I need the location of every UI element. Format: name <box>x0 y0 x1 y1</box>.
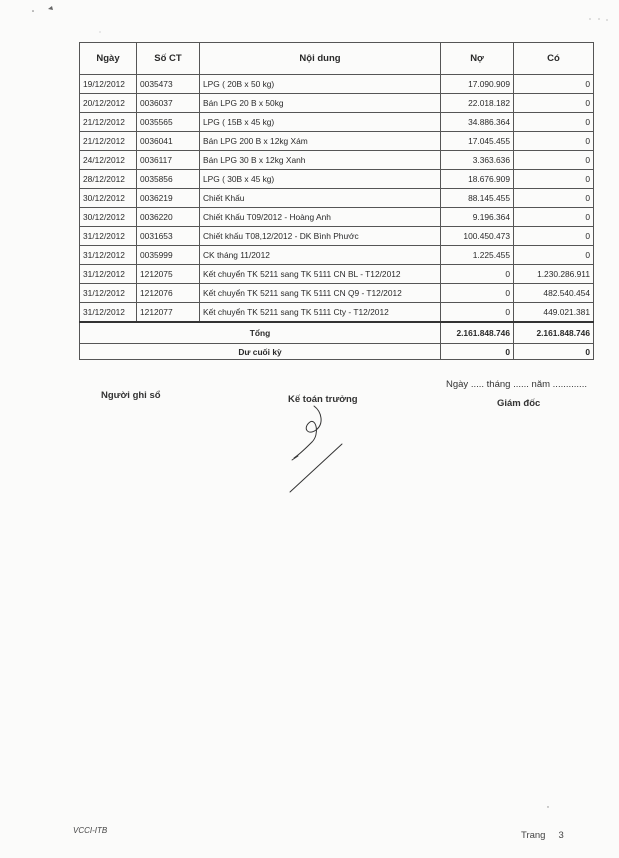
page-label: Trang <box>521 830 546 841</box>
closing-balance-credit: 0 <box>514 344 594 360</box>
cell-date: 20/12/2012 <box>80 94 137 113</box>
cell-date: 31/12/2012 <box>80 227 137 246</box>
handwritten-signature <box>280 400 360 500</box>
cell-doc-no: 0035473 <box>137 75 200 94</box>
footer-source-label: VCCI-ITB <box>73 826 108 835</box>
cell-credit: 0 <box>514 94 594 113</box>
table-row <box>80 227 594 246</box>
cell-debit: 9.196.364 <box>441 208 514 227</box>
cell-date: 21/12/2012 <box>80 132 137 151</box>
closing-balance-label: Dư cuối kỳ <box>80 344 441 360</box>
cell-credit: 0 <box>514 132 594 151</box>
cell-doc-no: 0036037 <box>137 94 200 113</box>
total-debit: 2.161.848.746 <box>441 322 514 344</box>
cell-doc-no: 1212077 <box>137 303 200 323</box>
table-row <box>80 246 594 265</box>
cell-description: Kết chuyển TK 5211 sang TK 5111 Cty - T12/2012 <box>200 303 441 323</box>
cell-doc-no: 0035565 <box>137 113 200 132</box>
table-row <box>80 265 594 284</box>
cell-debit: 17.090.909 <box>441 75 514 94</box>
cell-debit: 0 <box>441 265 514 284</box>
table-row <box>80 170 594 189</box>
cell-credit: 0 <box>514 189 594 208</box>
date-line: Ngày ..... tháng ...... năm ............. <box>446 379 587 390</box>
cell-debit: 3.363.636 <box>441 151 514 170</box>
chief-accountant-signature-label: Kế toán trưởng <box>288 394 358 405</box>
cell-credit: 0 <box>514 246 594 265</box>
cell-credit: 0 <box>514 208 594 227</box>
cell-date: 24/12/2012 <box>80 151 137 170</box>
col-header-doc-no: Số CT <box>137 43 200 75</box>
col-header-date: Ngày <box>80 43 137 75</box>
cell-doc-no: 0036220 <box>137 208 200 227</box>
table-row <box>80 132 594 151</box>
total-label: Tổng <box>80 322 441 344</box>
cell-debit: 18.676.909 <box>441 170 514 189</box>
cell-description: LPG ( 15B x 45 kg) <box>200 113 441 132</box>
cell-description: CK tháng 11/2012 <box>200 246 441 265</box>
cell-description: Chiết Khấu <box>200 189 441 208</box>
closing-balance-row <box>80 344 594 360</box>
cell-credit: 0 <box>514 227 594 246</box>
cell-debit: 1.225.455 <box>441 246 514 265</box>
cell-credit: 0 <box>514 113 594 132</box>
cell-description: Bán LPG 20 B x 50kg <box>200 94 441 113</box>
col-header-debit: Nợ <box>441 43 514 75</box>
table-row <box>80 151 594 170</box>
cell-description: Kết chuyển TK 5211 sang TK 5111 CN BL - T12/2012 <box>200 265 441 284</box>
total-row <box>80 322 594 344</box>
cell-date: 19/12/2012 <box>80 75 137 94</box>
cell-doc-no: 0036041 <box>137 132 200 151</box>
cell-doc-no: 0036117 <box>137 151 200 170</box>
cell-credit: 0 <box>514 151 594 170</box>
recorder-signature-label: Người ghi sổ <box>101 390 161 401</box>
cell-debit: 100.450.473 <box>441 227 514 246</box>
col-header-credit: Có <box>514 43 594 75</box>
cell-description: Chiết khấu T08,12/2012 - DK Bình Phước <box>200 227 441 246</box>
cell-credit: 0 <box>514 75 594 94</box>
total-credit: 2.161.848.746 <box>514 322 594 344</box>
cell-description: Bán LPG 200 B x 12kg Xám <box>200 132 441 151</box>
cell-debit: 0 <box>441 284 514 303</box>
cell-credit: 1.230.286.911 <box>514 265 594 284</box>
cell-credit: 449.021.381 <box>514 303 594 323</box>
cell-date: 28/12/2012 <box>80 170 137 189</box>
table-row <box>80 208 594 227</box>
cell-description: Kết chuyển TK 5211 sang TK 5111 CN Q9 - T12/2012 <box>200 284 441 303</box>
director-signature-label: Giám đốc <box>497 398 541 409</box>
cell-doc-no: 1212075 <box>137 265 200 284</box>
cell-date: 30/12/2012 <box>80 189 137 208</box>
page-indicator <box>521 830 564 841</box>
cell-date: 30/12/2012 <box>80 208 137 227</box>
cell-date: 31/12/2012 <box>80 265 137 284</box>
page-number: 3 <box>558 830 564 841</box>
cell-description: LPG ( 30B x 45 kg) <box>200 170 441 189</box>
cell-debit: 0 <box>441 303 514 323</box>
cell-doc-no: 0031653 <box>137 227 200 246</box>
cell-date: 21/12/2012 <box>80 113 137 132</box>
table-row <box>80 113 594 132</box>
table-row <box>80 303 594 323</box>
cell-description: Chiết Khấu T09/2012 - Hoàng Anh <box>200 208 441 227</box>
cell-debit: 88.145.455 <box>441 189 514 208</box>
cell-debit: 17.045.455 <box>441 132 514 151</box>
cell-debit: 34.886.364 <box>441 113 514 132</box>
cell-date: 31/12/2012 <box>80 303 137 323</box>
cell-description: Bán LPG 30 B x 12kg Xanh <box>200 151 441 170</box>
cell-doc-no: 1212076 <box>137 284 200 303</box>
cell-credit: 0 <box>514 170 594 189</box>
cell-date: 31/12/2012 <box>80 246 137 265</box>
table-row <box>80 189 594 208</box>
cell-doc-no: 0035999 <box>137 246 200 265</box>
cell-debit: 22.018.182 <box>441 94 514 113</box>
table-row <box>80 284 594 303</box>
table-row <box>80 94 594 113</box>
table-row <box>80 75 594 94</box>
cell-doc-no: 0035856 <box>137 170 200 189</box>
cell-doc-no: 0036219 <box>137 189 200 208</box>
closing-balance-debit: 0 <box>441 344 514 360</box>
cell-date: 31/12/2012 <box>80 284 137 303</box>
ledger-table <box>79 42 594 360</box>
header-row <box>80 43 594 75</box>
col-header-description: Nội dung <box>200 43 441 75</box>
cell-description: LPG ( 20B x 50 kg) <box>200 75 441 94</box>
cell-credit: 482.540.454 <box>514 284 594 303</box>
